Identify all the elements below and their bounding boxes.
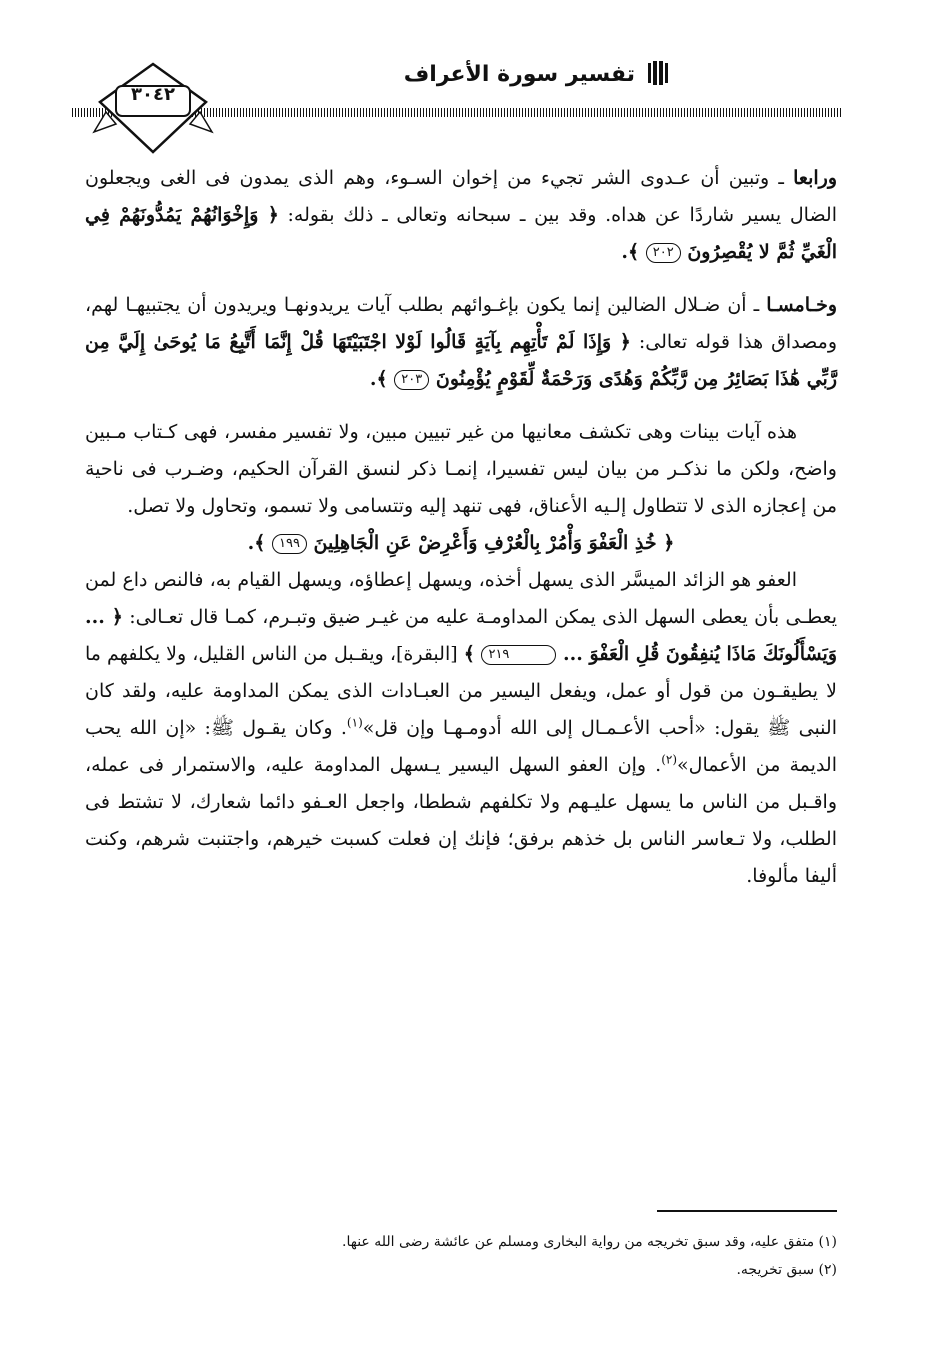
- footnote-marker[interactable]: (٢): [661, 752, 678, 767]
- footnote-item: (١) متفق عليه، وقد سبق تخريجه من رواية البخارى ومسلم عن عائشة رضى الله عنها.: [342, 1234, 837, 1250]
- quran-quote-end: ﴾: [463, 643, 482, 665]
- verse-heading: [85, 525, 837, 562]
- running-title: تفسير سورة الأعراف: [403, 62, 635, 87]
- ayah-number: ١٩٩: [272, 534, 307, 554]
- paragraph-lead: وخـامسـا: [766, 294, 837, 316]
- paragraph-text: . وإن العفو السهل اليسير يـسهل المداومة عليه، والاستمرار فى عمله، واقـبل من الناس ما يسهل عليـهم ولا تكلفهم شططا، واجعل العـفو دائما شعارك، لا تشتط فى الطلب، ولا تـعاسر الناس بل خذهم برفق؛ فإنك إن فعلت كسبت خيرهم، واجتنبت شرهم، وكنت أليفا مألوفا.: [85, 754, 837, 887]
- quran-quote: ﴿ ... وَيَسْأَلُونَكَ مَاذَا يُنفِقُونَ قُلِ الْعَفْوَ ...: [85, 606, 837, 665]
- paragraph-text: ـ أن ضـلال الضالين إنما يكون بإغـوائهم بطلب آيات يريدونهـا ويريدون أن يجتبيهـا لهم، ومصداق هذا قوله تعالى:: [85, 294, 838, 353]
- page-header: [0, 0, 925, 160]
- ayah-number: ٢١٩: [481, 645, 556, 665]
- paragraph-fourth: [85, 160, 837, 271]
- footnote-divider: [657, 1210, 837, 1212]
- quran-quote: ﴿ خُذِ الْعَفْوَ وَأْمُرْ بِالْعُرْفِ وَأَعْرِضْ عَنِ الْجَاهِلِينَ: [306, 532, 675, 554]
- main-text: [85, 160, 837, 895]
- quran-quote: ﴿ وَإِخْوَانُهُمْ يَمُدُّونَهُمْ فِي الْغَيِّ ثُمَّ لا يُقْصِرُونَ: [85, 204, 837, 263]
- header-ornament-icon: [646, 60, 670, 86]
- page-number-badge-icon: [88, 62, 218, 158]
- paragraph-lead: ورابعا: [793, 167, 837, 189]
- paragraph-text: [البقرة]، ويقـبل من الناس القليل، ولا يكلفهم ما لا يطيقـون من قول أو عمل، ويفعل اليسير من العبـادات الذى يمكن المداومة عليه، ولقد كان النبى ﷺ يقول: «أحب الأعـمـال إلى الله أدومـهـا وإن قل»: [85, 643, 837, 739]
- paragraph-afw: [85, 562, 837, 895]
- paragraph-fifth: [85, 287, 837, 398]
- paragraph-text: . وكان يقـول ﷺ: «إن الله يحب الديمة من الأعمال»: [85, 717, 837, 776]
- quran-quote-end: ﴾.: [369, 368, 395, 390]
- page-number: ٣٠٤٢: [131, 84, 175, 105]
- quran-quote-end: ﴾.: [621, 241, 646, 263]
- paragraph-text: العفو هو الزائد الميسَّر الذى يسهل أخذه، ويسهل إعطاؤه، ويسهل القيام به، فالنص داع لمن يعطـى بأن يعطى السهل الذى يمكن المداومـة عليه من غيـر ضيق وتبـرم، كمـا قال تعـالى:: [85, 569, 838, 628]
- footnotes: [85, 1228, 837, 1284]
- paragraph-commentary: [85, 414, 837, 525]
- ayah-number: ٢٠٣: [394, 370, 429, 390]
- quran-quote-end: ﴾.: [247, 532, 272, 554]
- paragraph-text: ـ وتبين أن عـدوى الشر تجيء من إخوان السـوء، وهم الذى يمدون فى الغى ويجعلون الضال يسير شاردًا عن هداه. وقد بين ـ سبحانه وتعالى ـ ذلك بقوله:: [85, 167, 837, 226]
- quran-quote: ﴿ وَإِذَا لَمْ تَأْتِهِم بِآيَةٍ قَالُوا لَوْلا اجْتَبَيْتَهَا قُلْ إِنَّمَا أَتَّبِعُ مَا يُوحَىٰ إِلَيَّ مِن رَّبِّي هَٰذَا بَصَائِرُ مِن رَّبِّكُمْ وَهُدًى وَرَحْمَةٌ لِّقَوْمٍ يُؤْمِنُونَ: [85, 331, 837, 390]
- paragraph-text: هذه آيات بينات وهى تكشف معانيها من غير تبيين مبين، ولا تفسير مفسر، فهى كـتاب مـبين واضح، ولكن ما نذكـر من بيان ليس تفسيرا، إنمـا ذكر لنسق القرآن الحكيم، وضـرب فى ناحية من إعجازه الذى لا تتطاول إلـيه الأعناق، فهى تنهد إليه وتتسامى ولا تسمو، وتحاول ولا تصل.: [85, 421, 837, 517]
- ayah-number: ٢٠٢: [646, 243, 681, 263]
- footnote-marker[interactable]: (١): [346, 715, 363, 730]
- footnote-item: (٢) سبق تخريجه.: [736, 1262, 837, 1278]
